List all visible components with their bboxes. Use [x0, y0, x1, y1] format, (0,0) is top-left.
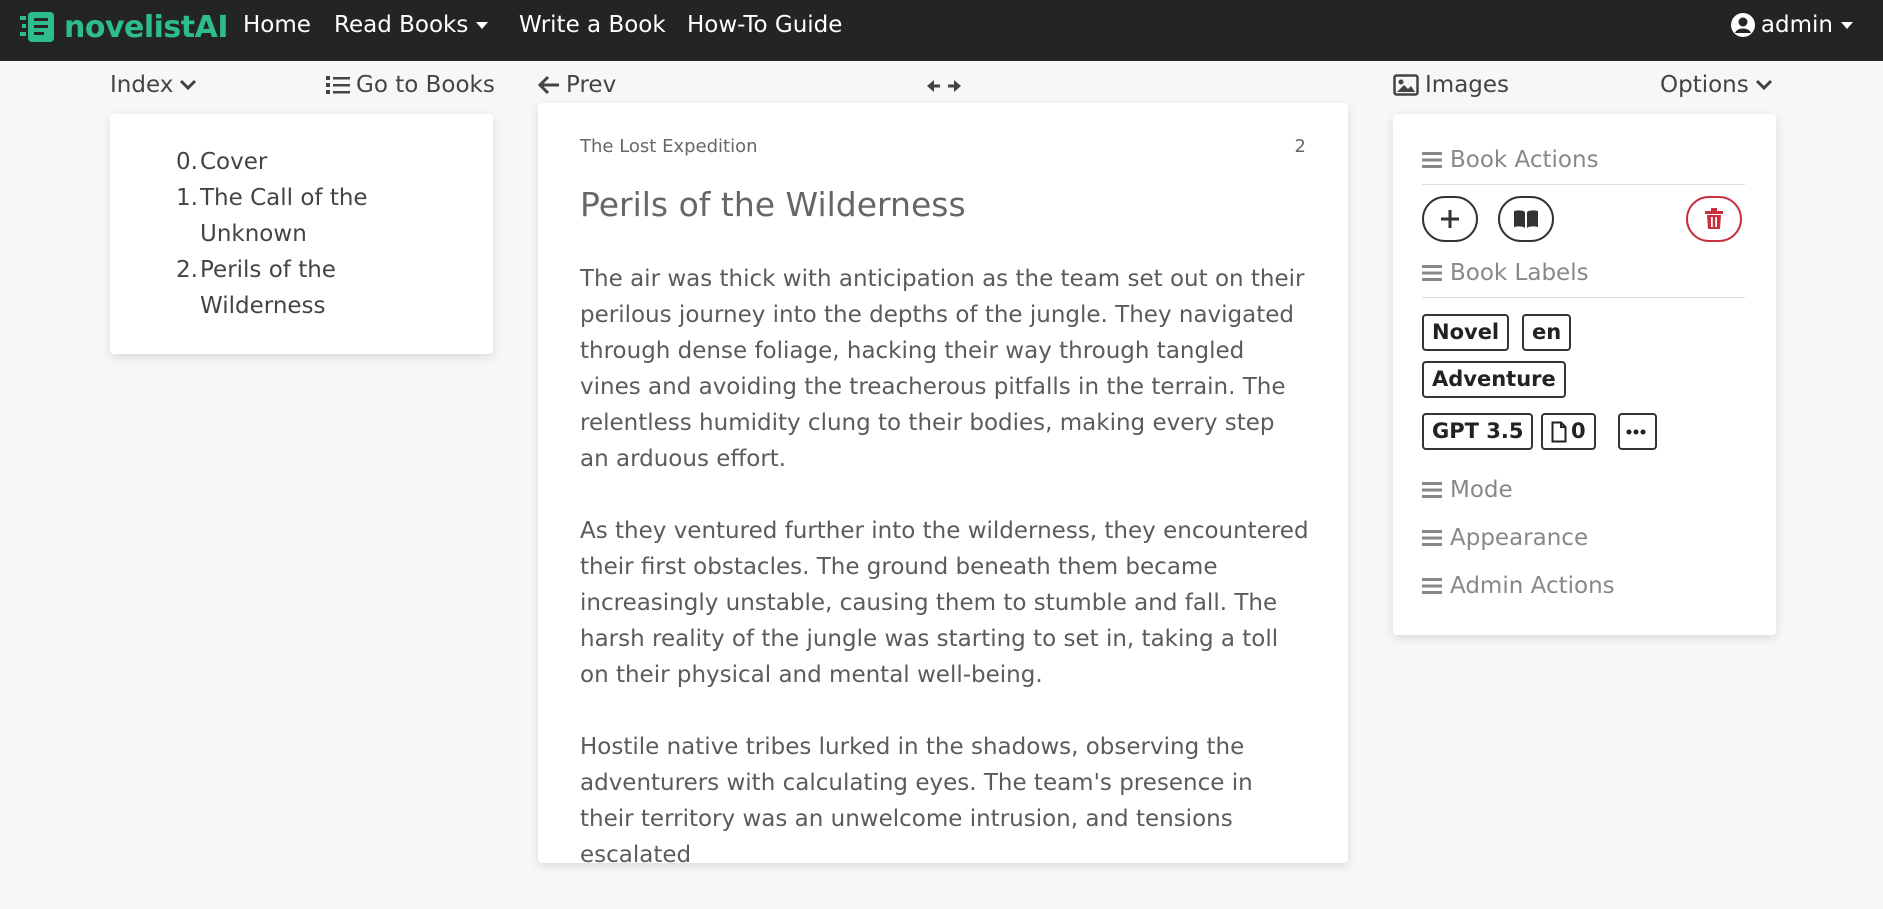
- arrow-left-icon: [538, 75, 560, 95]
- paragraph: As they ventured further into the wilderness, they encountered their first obstacles. The ground beneath them became increasingly unstable, causing them to stumble and fall. The harsh reality of the jungle was starting to set in, taking a toll on their physical and mental well-being.: [580, 518, 1309, 688]
- admin-actions-header[interactable]: [1422, 573, 1615, 599]
- images-button[interactable]: [1387, 72, 1509, 98]
- index-item-label: Cover: [200, 149, 268, 175]
- nav-how-to-guide[interactable]: How-To Guide: [687, 12, 843, 38]
- chevron-down-icon: [1755, 79, 1773, 91]
- prev-button[interactable]: [532, 72, 616, 98]
- options-toggle[interactable]: [1660, 72, 1779, 98]
- index-panel: [110, 114, 493, 354]
- logo-icon: [20, 8, 58, 46]
- index-item-label: Perils of the Wilderness: [200, 257, 336, 319]
- nav-write-book[interactable]: Write a Book: [519, 12, 666, 38]
- bars-icon: [1422, 577, 1442, 595]
- chapter-index: [176, 144, 426, 324]
- index-item-number: 0.: [176, 149, 198, 175]
- top-navbar: [0, 0, 1883, 61]
- label-tag[interactable]: en: [1522, 314, 1571, 351]
- ellipsis-icon: [1626, 429, 1646, 435]
- paragraph: The air was thick with anticipation as the team set out on their perilous journey into the depths of the jungle. They navigated through dense foliage, hacking their way through tangled vines and avoiding the treacherous pitfalls in the terrain. The relentless humidity clung to their bodies, making every step an arduous effort.: [580, 266, 1305, 472]
- chapter-content: [580, 261, 1310, 909]
- index-item-number: 2.: [176, 257, 198, 283]
- book-actions-header[interactable]: [1422, 147, 1599, 173]
- bars-icon: [1422, 529, 1442, 547]
- options-label: Options: [1660, 72, 1749, 98]
- file-icon: [1551, 421, 1567, 443]
- index-item-chapter-2[interactable]: [176, 252, 426, 324]
- chevron-down-icon: [1841, 22, 1853, 29]
- prev-label: Prev: [566, 72, 617, 98]
- trash-icon: [1705, 208, 1723, 230]
- go-to-books-button[interactable]: [320, 72, 495, 98]
- brand-logo[interactable]: [20, 8, 228, 46]
- read-book-button[interactable]: [1498, 196, 1554, 242]
- index-item-label: The Call of the Unknown: [200, 185, 368, 247]
- nav-home[interactable]: Home: [243, 12, 311, 38]
- user-name: admin: [1760, 12, 1833, 38]
- model-badge[interactable]: GPT 3.5: [1422, 413, 1533, 450]
- add-button[interactable]: [1422, 196, 1478, 242]
- chapter-title: Perils of the Wilderness: [580, 185, 966, 224]
- nav-read-books[interactable]: [334, 12, 488, 38]
- list-icon: [326, 74, 350, 96]
- arrows-horizontal-icon: [926, 78, 962, 94]
- file-count: 0: [1571, 419, 1586, 443]
- images-label: Images: [1425, 72, 1510, 98]
- book-title: The Lost Expedition: [580, 136, 758, 157]
- expand-width-button[interactable]: [920, 78, 968, 94]
- bars-icon: [1422, 264, 1442, 282]
- chevron-down-icon: [476, 22, 488, 29]
- more-button[interactable]: [1618, 413, 1657, 450]
- options-panel: [1393, 114, 1776, 635]
- nav-read-books-label: Read Books: [334, 12, 469, 38]
- bars-icon: [1422, 481, 1442, 499]
- index-item-chapter-1[interactable]: [176, 180, 426, 252]
- index-label: Index: [110, 72, 174, 98]
- index-item-number: 1.: [176, 185, 198, 211]
- file-count-badge[interactable]: [1541, 413, 1596, 450]
- mode-label: Mode: [1450, 477, 1513, 503]
- index-toggle[interactable]: [110, 72, 203, 98]
- book-page: [538, 103, 1348, 868]
- book-open-icon: [1513, 209, 1539, 229]
- admin-actions-label: Admin Actions: [1450, 573, 1615, 599]
- chevron-down-icon: [179, 79, 197, 91]
- delete-book-button[interactable]: [1686, 196, 1742, 242]
- appearance-label: Appearance: [1450, 525, 1589, 551]
- appearance-header[interactable]: [1422, 525, 1588, 551]
- image-icon: [1393, 74, 1419, 96]
- index-item-cover[interactable]: [176, 144, 426, 180]
- go-to-books-label: Go to Books: [356, 72, 495, 98]
- user-menu[interactable]: [1731, 12, 1853, 38]
- brand-name: novelistAI: [64, 9, 229, 45]
- divider: [1422, 184, 1745, 185]
- book-labels-header[interactable]: [1422, 260, 1589, 286]
- label-tag[interactable]: Adventure: [1422, 361, 1566, 398]
- divider: [1422, 297, 1745, 298]
- mode-header[interactable]: [1422, 477, 1513, 503]
- paragraph: Hostile native tribes lurked in the shadows, observing the adventurers with calculating eyes. The team's presence in their territory was an unwelcome intrusion, and tensions escalated: [580, 734, 1253, 868]
- bars-icon: [1422, 151, 1442, 169]
- user-circle-icon: [1731, 13, 1755, 37]
- label-tag[interactable]: Novel: [1422, 314, 1509, 351]
- page-number: 2: [1294, 136, 1306, 157]
- book-actions-label: Book Actions: [1450, 147, 1599, 173]
- plus-icon: [1440, 209, 1460, 229]
- book-labels-label: Book Labels: [1450, 260, 1589, 286]
